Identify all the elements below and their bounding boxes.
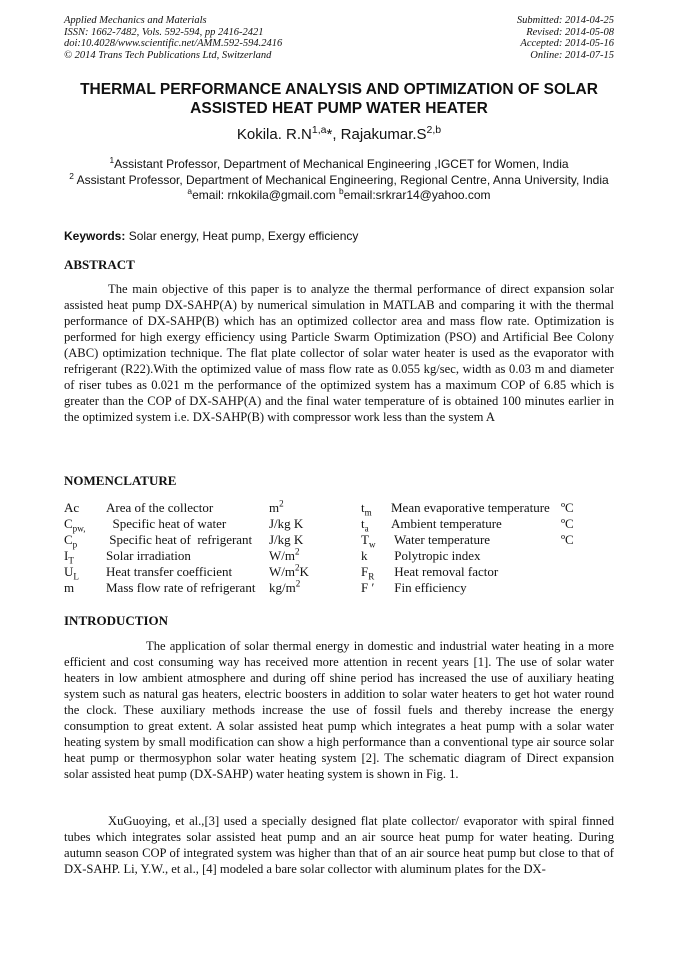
t: Ac	[64, 500, 80, 515]
symbol	[349, 500, 391, 516]
t: Specific heat of water	[106, 516, 227, 531]
t: W/m	[269, 548, 295, 563]
t: F	[361, 564, 369, 579]
t: J/kg K	[269, 532, 304, 547]
introduction-heading: INTRODUCTION	[64, 613, 169, 628]
t: t	[361, 500, 365, 515]
t: T	[361, 532, 369, 547]
t: Water temperature	[391, 532, 491, 547]
author-1-sup: 1,a	[311, 124, 327, 136]
unit	[561, 500, 581, 516]
t: W/m	[269, 564, 295, 579]
corresponding-mark: *,	[326, 126, 341, 143]
sub: a	[364, 523, 369, 534]
abstract-text: The main objective of this paper is to analyze the thermal performance of direct expansion solar assisted heat pump DX-SAHP(A) by numerical simulation in MATLAB and comparing it with the thermal performance of DX-SAHP(B) which has an optimized collector area and mass flow rate. Optimization is performed for high exergy efficiency using Particle Swarm Optimization (PSO) and Artificial Bee Colony (ABC) optimization technique. The flat plate collector of solar water heater is used as the evaporator with refrigerant (R22).With the optimized value of mass flow rate as 0.055 kg/sec, width as 0.03 m and diameter of riser tubes as 0.021 m the performance of the optimized system has a maximum COP of 6.85 which is greater than the COP of DX-SAHP(A) and the final water temperature of is obtained 100 minutes earlier in the optimized system i.e. DX-SAHP(B) with compressor work less than the system A	[64, 282, 614, 424]
sub: R	[368, 571, 375, 582]
symbol	[349, 564, 391, 580]
nomenclature-row	[64, 532, 581, 548]
keywords-text: Solar energy, Heat pump, Exergy efficiency	[125, 229, 359, 243]
email-a-sup: a	[187, 186, 193, 196]
nomenclature-row	[64, 548, 581, 564]
unit	[269, 516, 349, 532]
sup: 2	[279, 498, 284, 509]
unit	[269, 564, 349, 580]
description	[106, 564, 269, 580]
t: Solar irradiation	[106, 548, 191, 563]
sub: m	[364, 507, 372, 518]
t: U	[64, 564, 74, 579]
unit	[269, 500, 349, 516]
issn: ISSN: 1662-7482, Vols. 592-594, pp 2416-2421	[64, 26, 264, 38]
unit	[561, 548, 581, 564]
t: Ambient temperature	[391, 516, 502, 531]
t: Polytropic index	[391, 548, 481, 563]
t: F ′	[361, 580, 375, 595]
affiliations	[64, 157, 614, 204]
symbol	[64, 564, 106, 580]
authors	[0, 126, 678, 143]
symbol	[64, 500, 106, 516]
nomenclature-row	[64, 564, 581, 580]
dates	[517, 15, 614, 61]
unit	[561, 564, 581, 580]
t: Mass flow rate of refrigerant	[106, 580, 256, 595]
t: Mean evaporative temperature	[391, 500, 550, 515]
t: m	[269, 500, 280, 515]
symbol	[64, 532, 106, 548]
unit	[561, 516, 581, 532]
nomenclature-table	[64, 500, 581, 596]
t: t	[361, 516, 365, 531]
sup: 2	[295, 578, 301, 589]
affiliation-2: Assistant Professor, Department of Mechanical Engineering, Regional Centre, Anna University, India	[73, 172, 609, 187]
t: J/kg K	[269, 516, 304, 531]
t: Heat transfer coefficient	[106, 564, 233, 579]
description	[106, 532, 269, 548]
intro-paragraph-1: The application of solar thermal energy in domestic and industrial water heating in a more efficient and cost consuming way has received more attention in recent years [1]. The use of solar water heaters in low ambient atmosphere and during off shine period has increased the use of auxiliary heating system such as natural gas heaters, electric boosters in addition to solar water heaters to get hot water round the clock. These auxiliary methods increase the use of fossil fuels and thereby increase the energy consumption to great extent. A solar assisted heat pump which integrates a heat pump with a solar water heating system by small modification can show a high performance than a conventional type air source solar heat pump or thermosyphon solar water heating system [2]. The schematic diagram of Direct expansion solar assisted heat pump (DX-SAHP) water heating system is shown in Fig. 1.	[64, 639, 614, 781]
description	[106, 580, 269, 596]
description	[391, 580, 561, 596]
email-b: email:srkrar14@yahoo.com	[343, 188, 491, 202]
copyright: © 2014 Trans Tech Publications Ltd, Switzerland	[64, 49, 272, 61]
author-2-sup: 2,b	[426, 124, 442, 136]
t: Area of the collector	[106, 500, 214, 515]
nomenclature-row	[64, 500, 581, 516]
t: I	[64, 548, 69, 563]
symbol	[349, 532, 391, 548]
sup: 2	[295, 546, 300, 557]
description	[106, 500, 269, 516]
journal-info	[64, 15, 282, 61]
doi: doi:10.4028/www.scientific.net/AMM.592-594.2416	[64, 38, 283, 49]
author-1: Kokila. R.N	[236, 126, 312, 143]
abstract-heading: ABSTRACT	[64, 257, 135, 272]
t: C	[64, 516, 73, 531]
t: K	[299, 564, 309, 579]
description	[391, 532, 561, 548]
sub: T	[68, 555, 74, 566]
symbol	[349, 548, 391, 564]
intro-paragraph-2: XuGuoying, et al.,[3] used a specially designed flat plate collector/ evaporator with spiral finned tubes which integrates solar assisted heat pump and an air source heat pump for water heating. During autumn season COP of integrated system was higher than that of an air source heat pump but close to that of DX-SAHP. Li, Y.W., et al., [4] modeled a bare solar collector with aluminum plates for the DX-	[64, 814, 614, 876]
revised-date: Revised: 2014-05-08	[526, 26, 614, 38]
description	[391, 500, 561, 516]
t: C	[64, 532, 73, 547]
nomenclature-row	[64, 516, 581, 532]
accepted-date: Accepted: 2014-05-16	[520, 38, 614, 49]
author-2: Rajakumar.S	[340, 126, 427, 143]
paper-title: THERMAL PERFORMANCE ANALYSIS AND OPTIMIZATION OF SOLAR ASSISTED HEAT PUMP WATER HEATER	[80, 81, 598, 117]
sub: L	[73, 571, 79, 582]
t: Specific heat of refrigerant	[106, 532, 253, 547]
symbol	[64, 516, 106, 532]
t: k	[361, 548, 368, 563]
description	[106, 516, 269, 532]
t: Heat removal factor	[391, 564, 499, 579]
symbol	[64, 548, 106, 564]
t: ºC	[561, 532, 574, 547]
unit	[269, 580, 349, 596]
description	[391, 516, 561, 532]
sub: w	[368, 539, 376, 550]
aff-2-sup: 2	[69, 170, 74, 181]
t: m	[64, 580, 75, 595]
keywords	[64, 229, 358, 243]
unit	[269, 548, 349, 564]
unit	[561, 532, 581, 548]
t: ºC	[561, 500, 574, 515]
nomenclature-heading: NOMENCLATURE	[64, 473, 177, 488]
affiliation-1: Assistant Professor, Department of Mechanical Engineering ,IGCET for Women, India	[114, 157, 569, 171]
sub: pw,	[72, 523, 86, 534]
t: Fin efficiency	[391, 580, 467, 595]
t: kg/m	[269, 580, 296, 595]
online-date: Online: 2014-07-15	[530, 49, 614, 61]
email-a: email: rnkokila@gmail.com	[192, 188, 339, 202]
keywords-label: Keywords:	[64, 229, 126, 243]
symbol	[349, 516, 391, 532]
description	[106, 548, 269, 564]
aff-1-sup: 1	[109, 155, 115, 165]
sub: p	[72, 539, 78, 550]
journal-name: Applied Mechanics and Materials	[64, 15, 207, 26]
symbol	[349, 580, 391, 596]
t: ºC	[561, 516, 574, 531]
description	[391, 548, 561, 564]
description	[391, 564, 561, 580]
nomenclature-row	[64, 580, 581, 596]
sup: 2	[295, 562, 300, 573]
symbol	[64, 580, 106, 596]
submitted-date: Submitted: 2014-04-25	[516, 15, 614, 26]
unit	[269, 532, 349, 548]
email-b-sup: b	[338, 186, 344, 196]
unit	[561, 580, 581, 596]
